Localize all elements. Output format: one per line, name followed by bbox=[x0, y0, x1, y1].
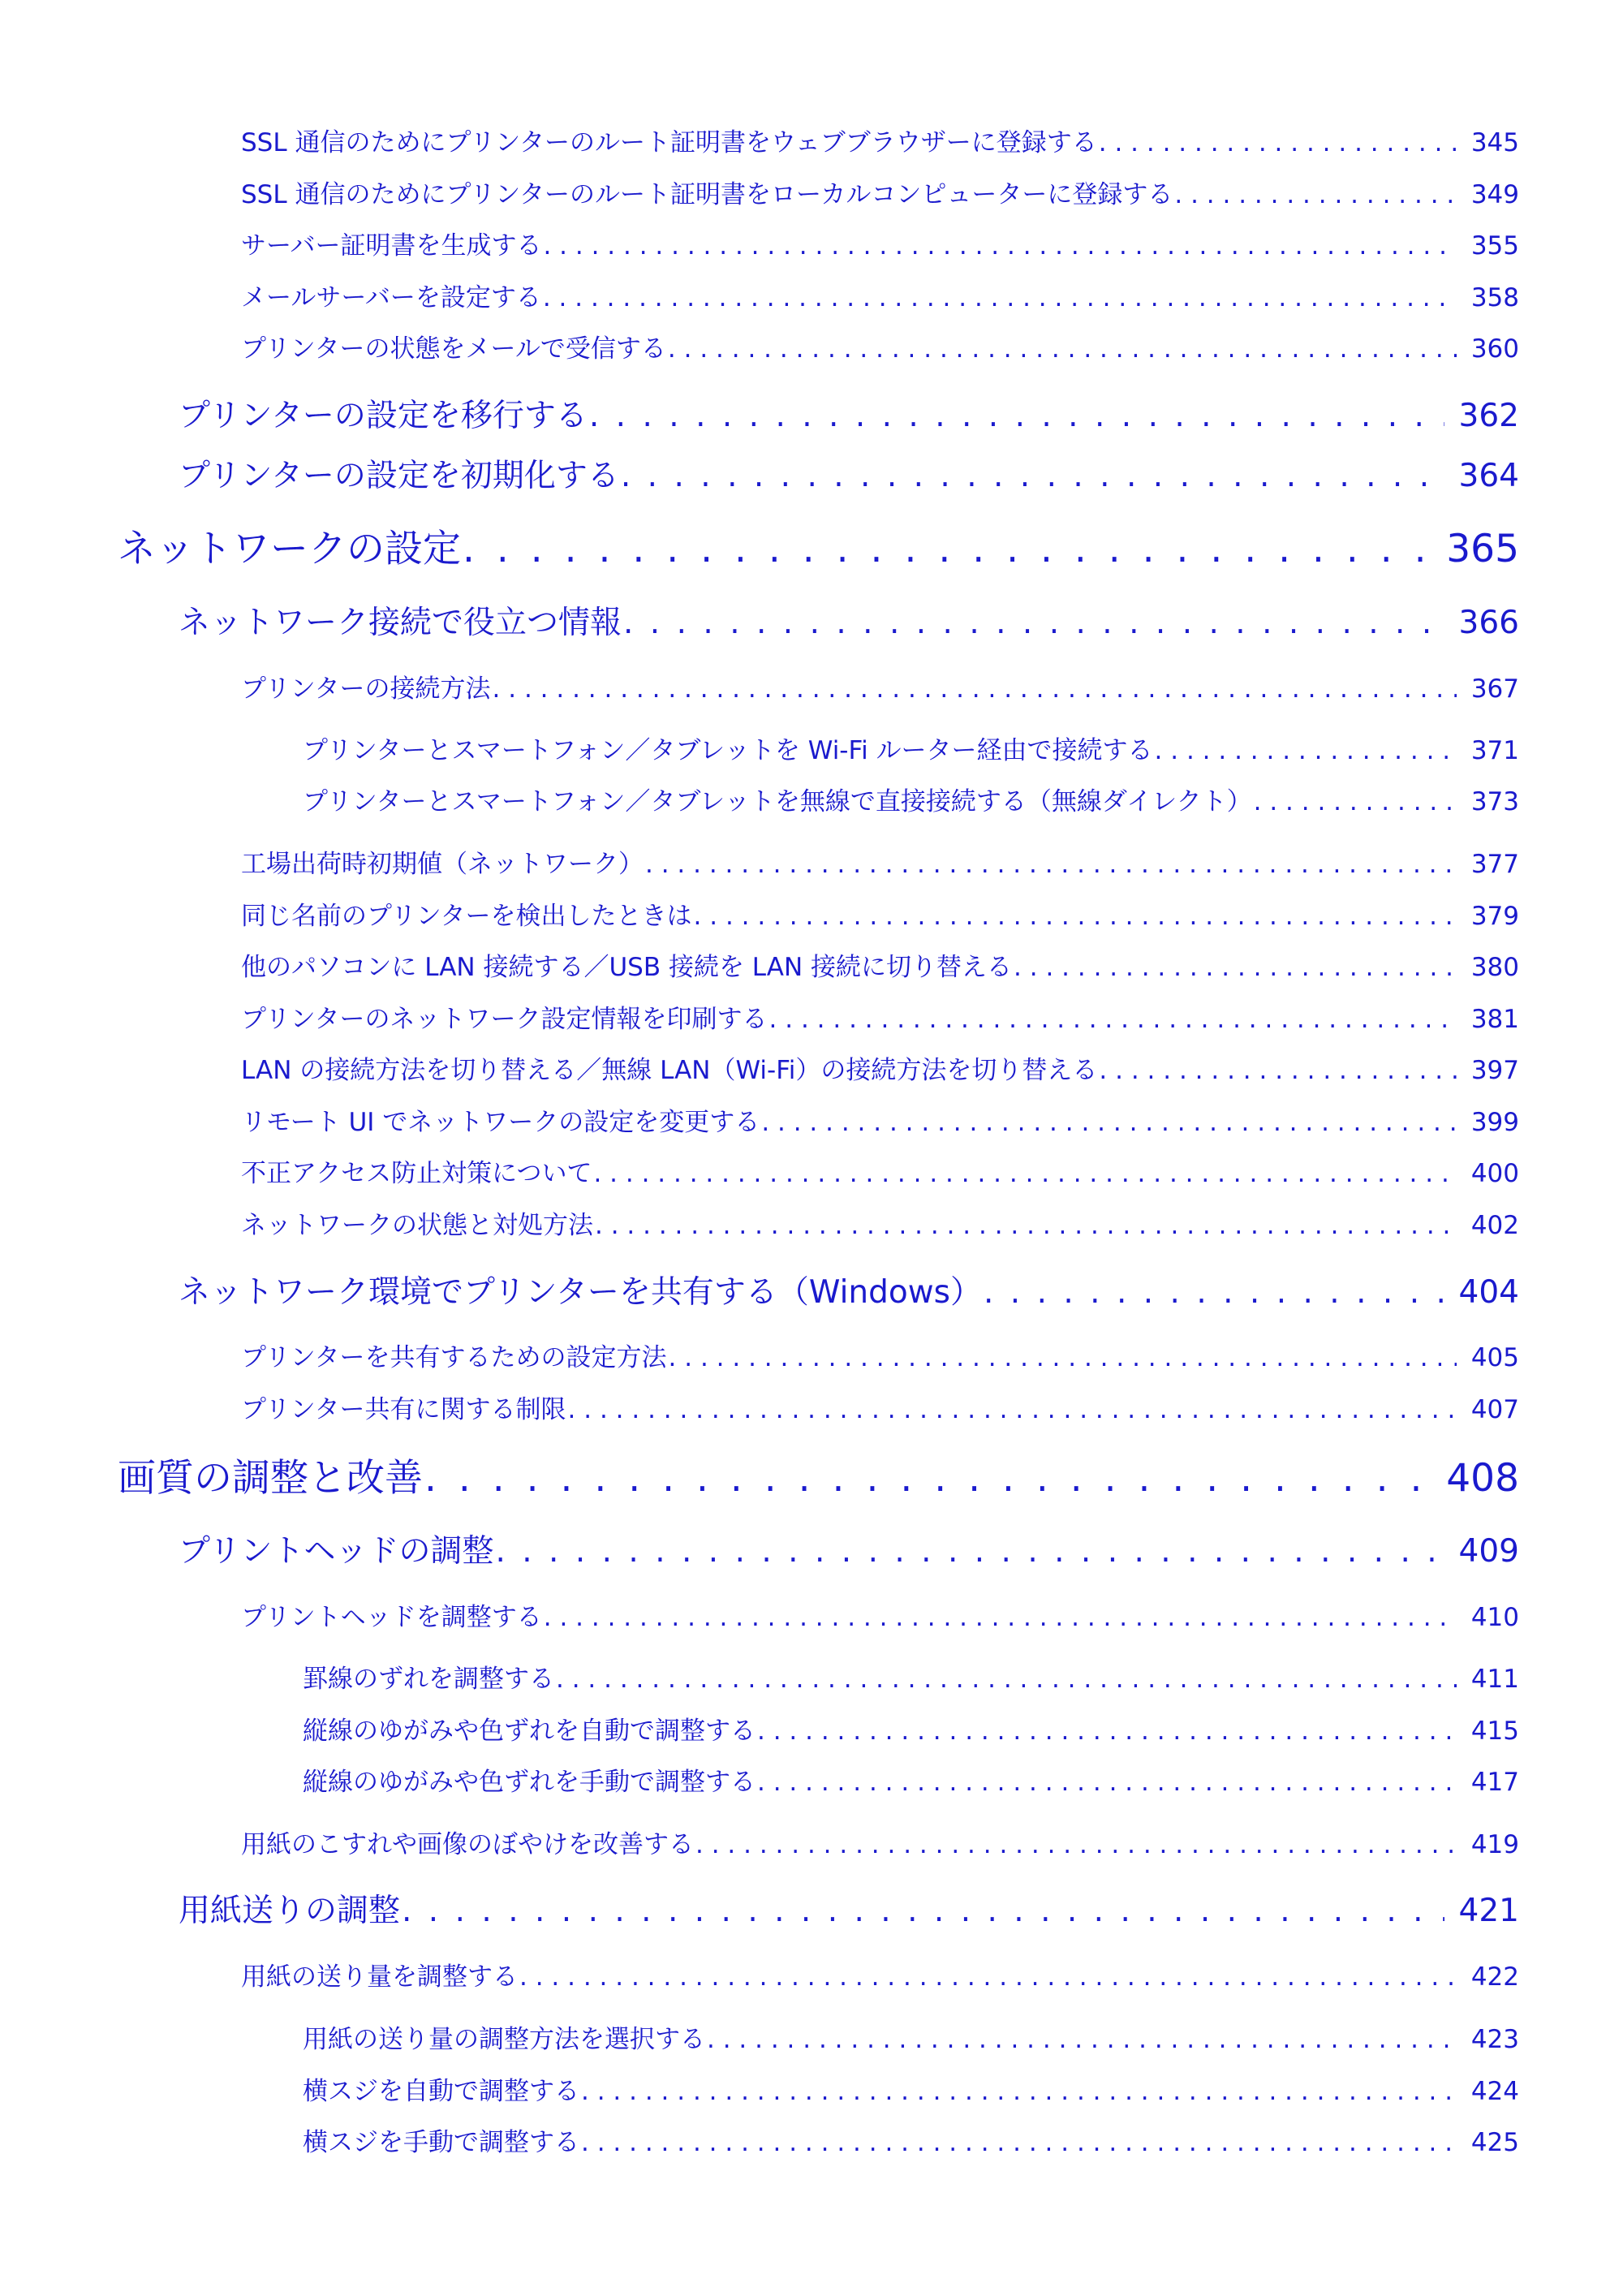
toc-entry[interactable] bbox=[241, 668, 1519, 704]
toc-entry-title: プリンターの設定を移行する bbox=[179, 398, 588, 434]
toc-entry[interactable] bbox=[241, 1824, 1519, 1860]
dot-leader bbox=[695, 1830, 1457, 1859]
toc-entry-title: プリンターとスマートフォン／タブレットを Wi-Fi ルーター経由で接続する bbox=[303, 736, 1153, 765]
dot-leader bbox=[621, 458, 1444, 494]
toc-page-number: 345 bbox=[1470, 128, 1519, 157]
toc-entry[interactable] bbox=[241, 998, 1519, 1035]
toc-page-number: 367 bbox=[1470, 674, 1519, 704]
toc-entry-title: 工場出荷時初期値（ネットワーク） bbox=[241, 850, 644, 879]
toc-entry[interactable] bbox=[303, 781, 1519, 817]
dot-leader bbox=[595, 1211, 1457, 1240]
dot-leader bbox=[589, 398, 1444, 434]
dot-leader bbox=[761, 1108, 1457, 1137]
toc-page-number: 424 bbox=[1470, 2077, 1519, 2106]
toc-entry-title: メールサーバーを設定する bbox=[241, 283, 541, 312]
toc-entry-title: 他のパソコンに LAN 接続する／USB 接続を LAN 接続に切り替える bbox=[241, 953, 1013, 982]
toc-chapter-entry[interactable] bbox=[118, 519, 1519, 573]
toc-entry[interactable] bbox=[241, 122, 1519, 158]
toc-page-number: 402 bbox=[1470, 1211, 1519, 1240]
toc-entry-title: プリンターの状態をメールで受信する bbox=[241, 334, 666, 364]
toc-entry-title: 横スジを手動で調整する bbox=[303, 2128, 579, 2157]
dot-leader bbox=[493, 674, 1457, 704]
toc-entry-title: プリンターの接続方法 bbox=[241, 674, 491, 704]
toc-entry-title: LAN の接続方法を切り替える／無線 LAN（Wi-Fi）の接続方法を切り替える bbox=[241, 1056, 1098, 1085]
toc-page-number: 397 bbox=[1470, 1056, 1519, 1085]
toc-page-number: 362 bbox=[1458, 398, 1519, 434]
toc-entry-title: 縦線のゆがみや色ずれを自動で調整する bbox=[303, 1717, 756, 1746]
dot-leader bbox=[402, 1893, 1444, 1929]
dot-leader bbox=[1014, 953, 1457, 982]
toc-page-number: 409 bbox=[1458, 1533, 1519, 1570]
toc-page-number: 405 bbox=[1470, 1343, 1519, 1372]
toc-entry[interactable] bbox=[303, 1658, 1519, 1695]
toc-entry-title: プリンター共有に関する制限 bbox=[241, 1395, 566, 1424]
toc-page-number: 381 bbox=[1470, 1005, 1519, 1034]
toc-page-number: 365 bbox=[1446, 527, 1519, 571]
toc-chapter-entry[interactable] bbox=[118, 1448, 1519, 1502]
toc-entry-title: 罫線のずれを調整する bbox=[303, 1665, 554, 1694]
dot-leader bbox=[669, 1343, 1457, 1372]
toc-entry[interactable] bbox=[241, 1204, 1519, 1241]
toc-entry-title: ネットワーク接続で役立つ情報 bbox=[179, 605, 622, 641]
toc-page-number: 415 bbox=[1470, 1717, 1519, 1746]
toc-entry-title: 用紙送りの調整 bbox=[179, 1893, 401, 1929]
toc-entry[interactable] bbox=[241, 895, 1519, 932]
toc-page-number: 379 bbox=[1470, 902, 1519, 931]
toc-entry-title: プリンターの設定を初期化する bbox=[179, 458, 619, 494]
toc-entry-title: プリントヘッドを調整する bbox=[241, 1603, 542, 1632]
toc-page-number: 360 bbox=[1470, 334, 1519, 364]
dot-leader bbox=[1155, 736, 1457, 765]
toc-entry-title: 同じ名前のプリンターを検出したときは bbox=[241, 902, 692, 931]
toc-entry-title: ネットワーク環境でプリンターを共有する（Windows） bbox=[179, 1274, 982, 1311]
toc-entry-title: 不正アクセス防止対策について bbox=[241, 1159, 592, 1188]
dot-leader bbox=[757, 1768, 1457, 1797]
toc-entry[interactable] bbox=[179, 390, 1519, 436]
toc-entry[interactable] bbox=[303, 2018, 1519, 2055]
toc-entry[interactable] bbox=[241, 843, 1519, 880]
dot-leader bbox=[984, 1274, 1444, 1311]
toc-entry[interactable] bbox=[303, 2122, 1519, 2158]
dot-leader bbox=[1254, 787, 1457, 816]
toc-entry-title: プリンターのネットワーク設定情報を印刷する bbox=[241, 1005, 768, 1034]
dot-leader bbox=[593, 1159, 1456, 1188]
toc-entry[interactable] bbox=[179, 450, 1519, 496]
toc-page-number: 355 bbox=[1470, 231, 1519, 261]
toc-entry-title: リモート UI でネットワークの設定を変更する bbox=[241, 1108, 760, 1137]
toc-entry[interactable] bbox=[303, 2070, 1519, 2107]
toc-page-number: 410 bbox=[1470, 1603, 1519, 1632]
dot-leader bbox=[556, 1665, 1457, 1694]
dot-leader bbox=[1174, 180, 1456, 209]
toc-page-number: 349 bbox=[1470, 180, 1519, 209]
toc-page-number: 408 bbox=[1446, 1456, 1519, 1501]
toc-entry[interactable] bbox=[241, 946, 1519, 983]
toc-entry-title: プリンターとスマートフォン／タブレットを無線で直接接続する（無線ダイレクト） bbox=[303, 787, 1252, 816]
toc-page-number: 366 bbox=[1458, 605, 1519, 641]
dot-leader bbox=[463, 527, 1431, 571]
dot-leader bbox=[645, 850, 1457, 879]
toc-entry-title: ネットワークの設定 bbox=[118, 527, 461, 571]
dot-leader bbox=[424, 1456, 1431, 1501]
toc-page-number: 358 bbox=[1470, 283, 1519, 312]
dot-leader bbox=[757, 1717, 1457, 1746]
toc-entry[interactable] bbox=[179, 597, 1519, 643]
toc-entry[interactable] bbox=[241, 1101, 1519, 1138]
dot-leader bbox=[1099, 128, 1457, 157]
toc-entry[interactable] bbox=[241, 1596, 1519, 1633]
toc-entry[interactable] bbox=[241, 174, 1519, 210]
toc-page-number: 419 bbox=[1470, 1830, 1519, 1859]
toc-entry-title: SSL 通信のためにプリンターのルート証明書をローカルコンピューターに登録する bbox=[241, 180, 1173, 209]
dot-leader bbox=[581, 2077, 1457, 2106]
toc-entry[interactable] bbox=[241, 1049, 1519, 1086]
dot-leader bbox=[543, 231, 1456, 261]
toc-entry-title: プリントヘッドの調整 bbox=[179, 1533, 494, 1570]
toc-entry[interactable] bbox=[241, 1389, 1519, 1425]
toc-page-number: 364 bbox=[1458, 458, 1519, 494]
toc-entry[interactable] bbox=[241, 1337, 1519, 1373]
toc-entry-title: プリンターを共有するための設定方法 bbox=[241, 1343, 667, 1372]
toc-entry[interactable] bbox=[303, 1761, 1519, 1798]
toc-entry[interactable] bbox=[303, 1710, 1519, 1747]
toc-entry[interactable] bbox=[241, 328, 1519, 364]
toc-entry-title: 画質の調整と改善 bbox=[118, 1456, 423, 1501]
toc-entry[interactable] bbox=[241, 225, 1519, 261]
dot-leader bbox=[694, 902, 1457, 931]
toc-entry-title: 用紙の送り量の調整方法を選択する bbox=[303, 2025, 705, 2054]
toc-entry[interactable] bbox=[303, 730, 1519, 766]
dot-leader bbox=[668, 334, 1457, 364]
toc-entry-title: サーバー証明書を生成する bbox=[241, 231, 542, 261]
toc-entry-title: ネットワークの状態と対処方法 bbox=[241, 1211, 593, 1240]
toc-page-number: 400 bbox=[1470, 1159, 1519, 1188]
toc-page-number: 373 bbox=[1470, 787, 1519, 816]
toc-entry-title: 横スジを自動で調整する bbox=[303, 2077, 579, 2106]
toc-entry[interactable] bbox=[179, 1526, 1519, 1571]
toc-page-number: 417 bbox=[1470, 1768, 1519, 1797]
dot-leader bbox=[543, 283, 1457, 312]
toc-page-number: 425 bbox=[1470, 2128, 1519, 2157]
toc-entry-title: SSL 通信のためにプリンターのルート証明書をウェブブラウザーに登録する bbox=[241, 128, 1097, 157]
toc-page-number: 404 bbox=[1458, 1274, 1519, 1311]
toc-page-number: 423 bbox=[1470, 2025, 1519, 2054]
dot-leader bbox=[519, 1962, 1457, 1992]
dot-leader bbox=[769, 1005, 1457, 1034]
toc-entry[interactable] bbox=[241, 277, 1519, 313]
toc-page-number: 422 bbox=[1470, 1962, 1519, 1992]
dot-leader bbox=[568, 1395, 1457, 1424]
toc-page-number: 380 bbox=[1470, 953, 1519, 982]
toc-page-number: 371 bbox=[1470, 736, 1519, 765]
dot-leader bbox=[707, 2025, 1457, 2054]
dot-leader bbox=[495, 1533, 1444, 1570]
dot-leader bbox=[581, 2128, 1457, 2157]
dot-leader bbox=[1099, 1056, 1456, 1085]
toc-entry[interactable] bbox=[241, 1956, 1519, 1992]
toc-page-number: 377 bbox=[1470, 850, 1519, 879]
toc-page-number: 399 bbox=[1470, 1108, 1519, 1137]
toc-page-number: 411 bbox=[1470, 1665, 1519, 1694]
toc-entry-title: 縦線のゆがみや色ずれを手動で調整する bbox=[303, 1768, 756, 1797]
toc-entry[interactable] bbox=[179, 1267, 1519, 1312]
toc-entry-title: 用紙の送り量を調整する bbox=[241, 1962, 518, 1992]
toc-page-number: 421 bbox=[1458, 1893, 1519, 1929]
toc-entry[interactable] bbox=[241, 1152, 1519, 1189]
dot-leader bbox=[544, 1603, 1457, 1632]
toc-entry-title: 用紙のこすれや画像のぼやけを改善する bbox=[241, 1830, 694, 1859]
toc-entry[interactable] bbox=[179, 1885, 1519, 1931]
toc-page-number: 407 bbox=[1470, 1395, 1519, 1424]
dot-leader bbox=[623, 605, 1444, 641]
